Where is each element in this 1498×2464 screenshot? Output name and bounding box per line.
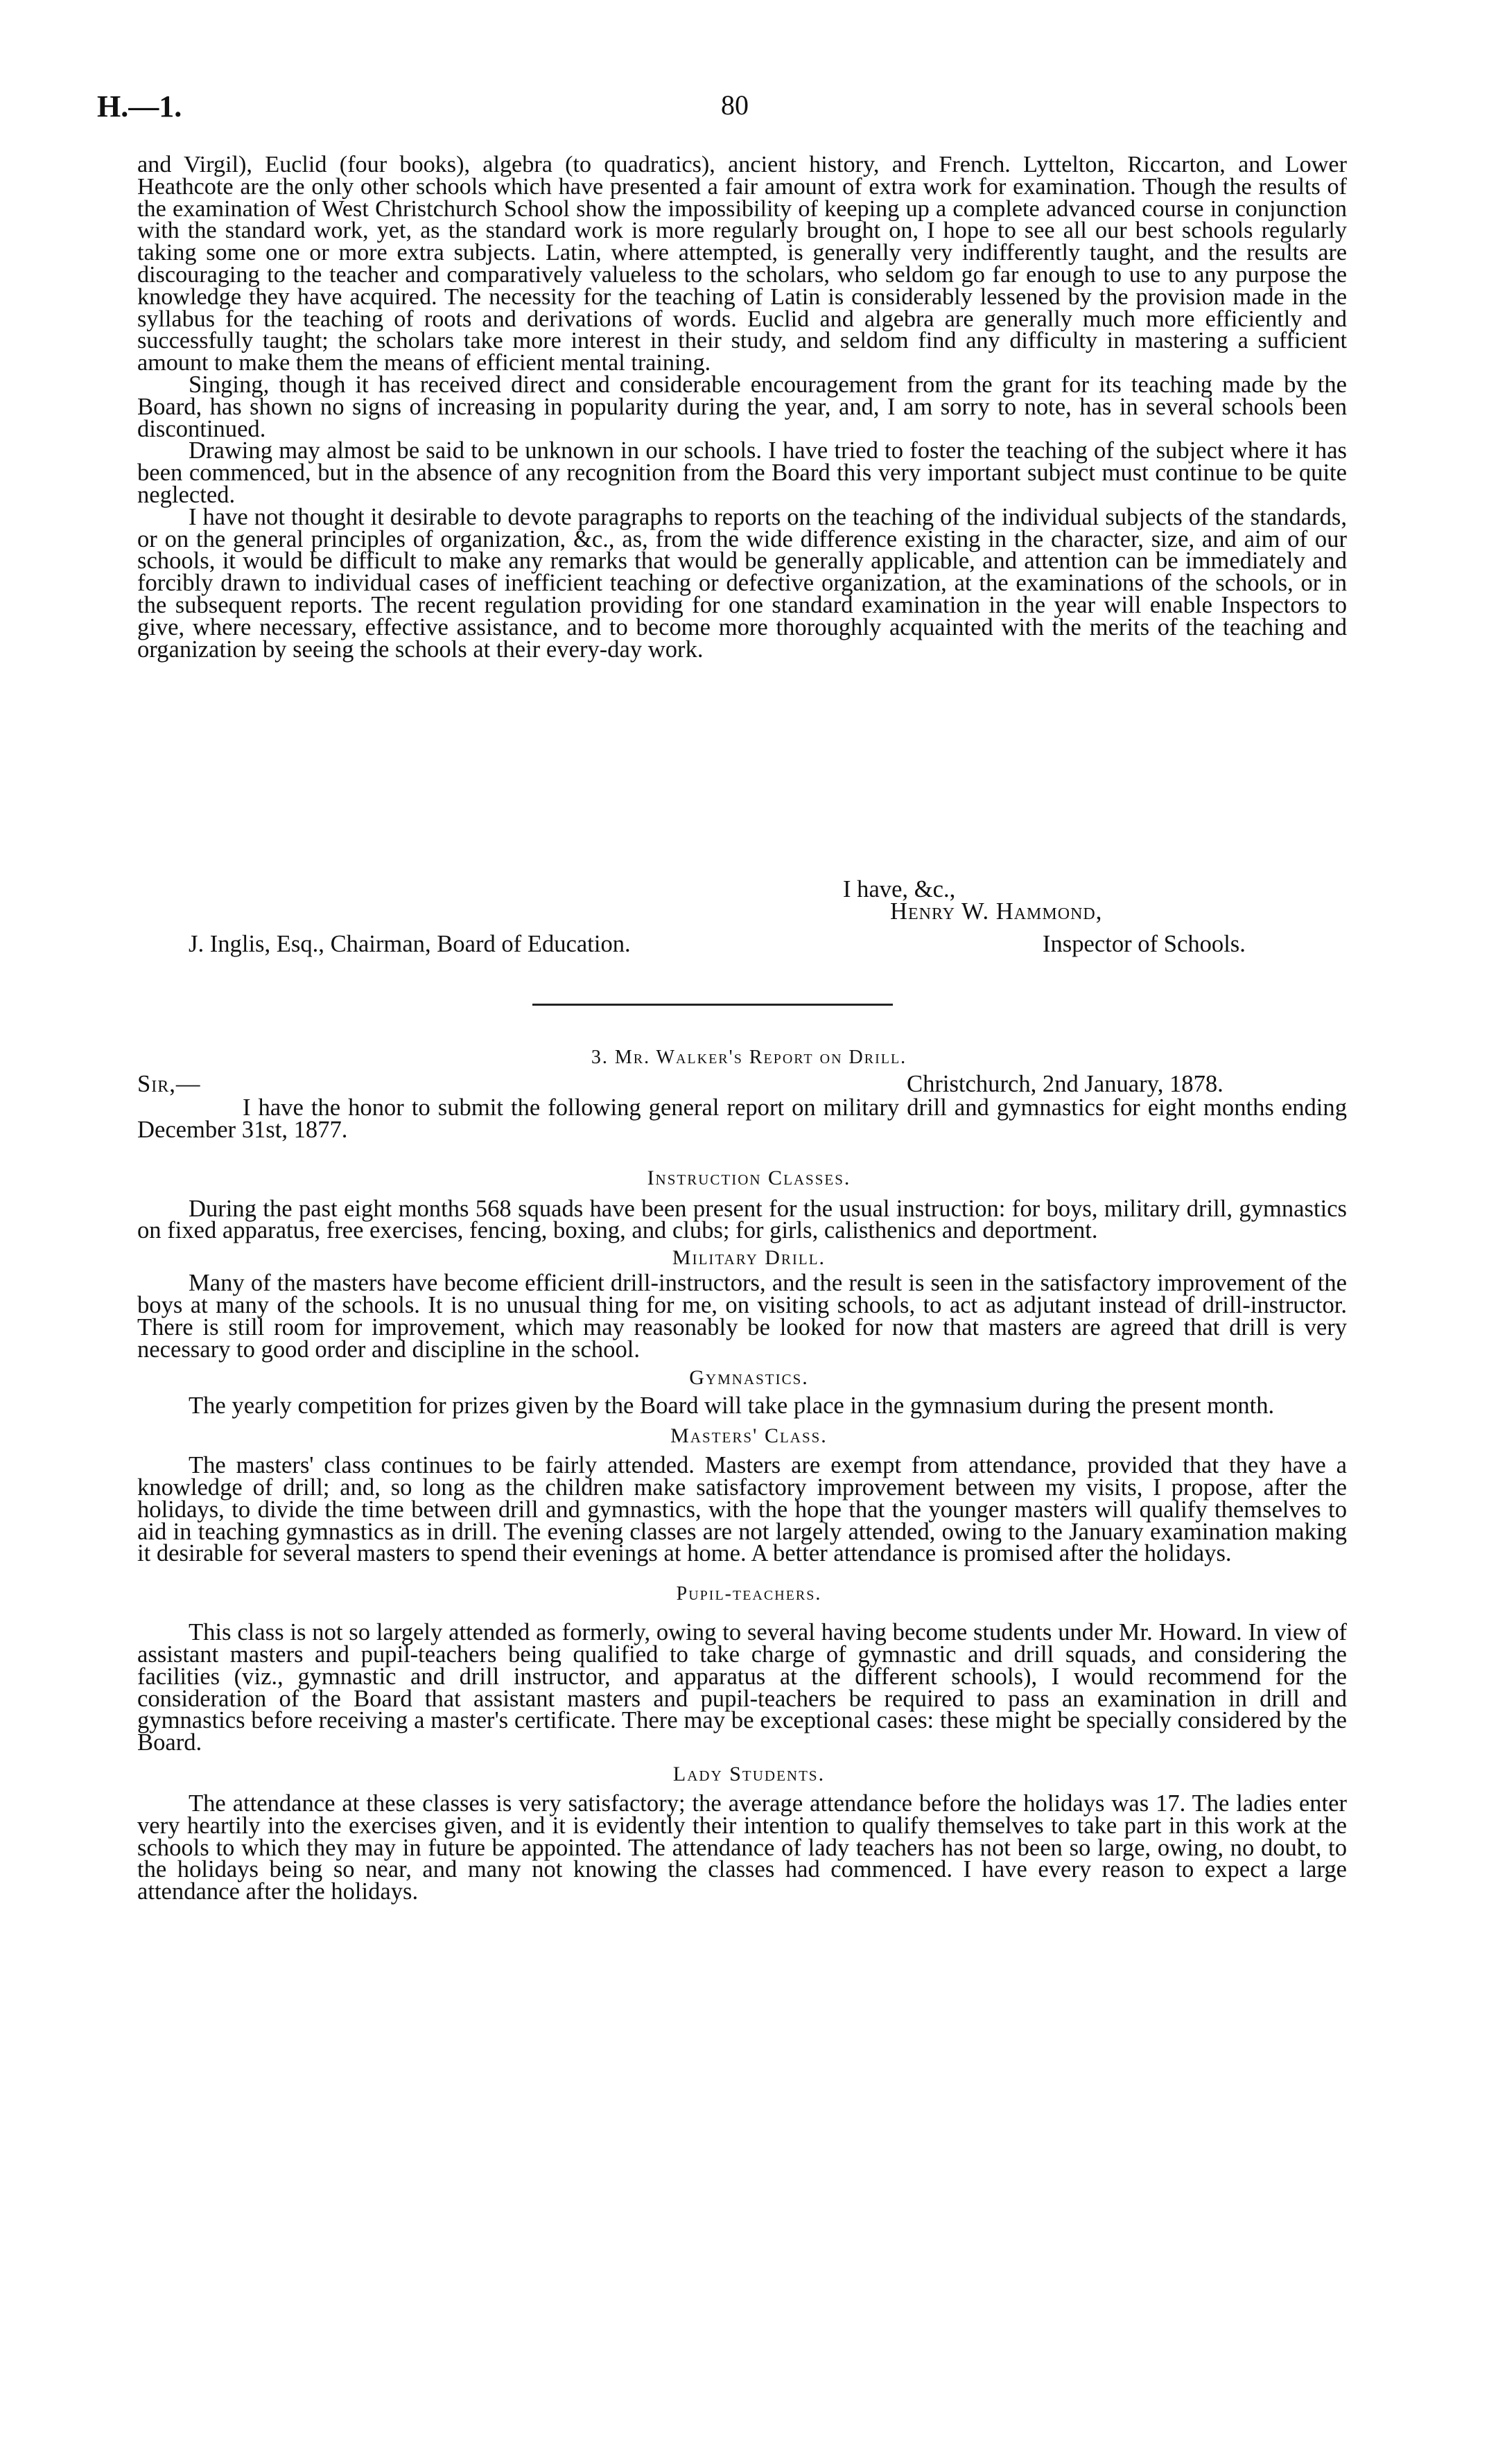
section-heading: Masters' Class. xyxy=(670,1424,828,1448)
paragraph-extra-subjects: and Virgil), Euclid (four books), algebra (to quadratics), ancient history, and French. Lyttelton, Riccarton, and Lower Heathcote are the only other schools which have presented a fair amount of extra work for examination. Though the results of the examination of West Christchurch School show the impossibility of keeping up a complete advanced course in conjunction with the standard work, yet, as the standard work is more regularly brought on, I hope to see all our best schools regularly taking some one or more extra subjects. Latin, where attempted, is generally very indifferently taught, and the results are discouraging to the teacher and comparatively valueless to the scholars, who seldom go far enough to use to any purpose the knowledge they have acquired. The necessity for the teaching of Latin is considerably lessened by the provision made in the syllabus for the teaching of roots and derivations of words. Euclid and algebra are generally much more efficiently and successfully taught; the scholars take more interest in their study, and seldom find any difficulty in mastering a sufficient amount to make them the means of efficient mental training. xyxy=(137,152,1347,376)
walker-report-body xyxy=(137,1094,1347,1905)
section-heading: Military Drill. xyxy=(672,1246,826,1270)
section-paragraph: The masters' class continues to be fairly attended. Masters are exempt from attendance, provided that they have a knowledge of drill; and, so long as the children make satisfactory improvement between my visits, I propose, after the holidays, to divide the time between drill and gymnastics, with the hope that the younger masters will qualify themselves to aid in teaching gymnastics as in drill. The evening classes are not largely attended, owing to the January examination making it desirable for several masters to spend their evenings at home. A better attendance is promised after the holidays. xyxy=(137,1452,1347,1567)
place-date: Christchurch, 2nd January, 1878. xyxy=(907,1071,1223,1097)
page-section-label: H.—1. xyxy=(97,89,182,123)
signature-hammond: Henry W. Hammond, xyxy=(890,898,1103,925)
section-paragraph: During the past eight months 568 squads have been present for the usual instruction: for boys, military drill, gymnastics on fixed apparatus, free exercises, fencing, boxing, and clubs; for girls, calisthenics and deportment. xyxy=(137,1195,1347,1244)
paragraph-drawing: Drawing may almost be said to be unknown in our schools. I have tried to foster the teaching of the subject where it has been commenced, but in the absence of any recognition from the Board this very important subject must continue to be quite neglected. xyxy=(137,437,1347,508)
section-heading: Lady Students. xyxy=(672,1762,826,1785)
addressee: J. Inglis, Esq., Chairman, Board of Education. xyxy=(189,931,631,957)
section-heading: Gymnastics. xyxy=(689,1366,809,1390)
paragraph-singing: Singing, though it has received direct and considerable encouragement from the grant for its teaching made by the Board, has shown no signs of increasing in popularity during the year, and, I am sorry to note, has in several schools been discontinued. xyxy=(137,371,1347,442)
salutation: Sir,— xyxy=(137,1071,201,1097)
intro-paragraph: I have the honor to submit the following general report on military drill and gymnastics for eight months ending December 31st, 1877. xyxy=(137,1094,1347,1143)
section-paragraph: Many of the masters have become efficient drill-instructors, and the result is seen in the satisfactory improvement of the boys at many of the schools. It is no unusual thing for me, on visiting schools, to act as adjutant instead of drill-instructor. There is still room for improvement, which may reasonably be looked for now that masters are agreed that drill is very necessary to good order and discipline in the school. xyxy=(137,1270,1347,1363)
hammond-report-body xyxy=(137,154,1347,661)
signatory-title: Inspector of Schools. xyxy=(1043,931,1246,957)
paragraph-organization: I have not thought it desirable to devote paragraphs to reports on the teaching of the individual subjects of the standards, or on the general principles of organization, &c., as, from the wide difference existing in the character, size, and aim of our schools, it would be difficult to make any remarks that would be generally applicable, and attention can be immediately and forcibly drawn to individual cases of inefficient teaching or defective organization, at the examinations of the schools, or in the subsequent reports. The recent regulation providing for one standard examination in the year will enable Inspectors to give, where necessary, effective assistance, and to become more thoroughly acquainted with the merits of the teaching and organization by seeing the schools at their every-day work. xyxy=(137,503,1347,663)
section-paragraph: The yearly competition for prizes given by the Board will take place in the gymnasium during the present month. xyxy=(189,1392,1275,1419)
section-heading: Instruction Classes. xyxy=(647,1166,851,1189)
section-divider xyxy=(532,1004,893,1006)
section-heading: Pupil-teachers. xyxy=(676,1583,822,1605)
report-heading: 3. Mr. Walker's Report on Drill. xyxy=(591,1047,907,1068)
closing-phrase: I have, &c., xyxy=(843,876,956,902)
page-number: 80 xyxy=(721,89,749,121)
section-paragraph: This class is not so largely attended as formerly, owing to several having become students under Mr. Howard. In view of assistant masters and pupil-teachers being qualified to take charge of gymnastic and drill squads, and considering the facilities (viz., gymnastic and drill instructor, and apparatus at the different schools), I would recommend for the consideration of the Board that assistant masters and pupil-teachers be required to pass an examination in drill and gymnastics before receiving a master's certificate. There may be exceptional cases: these might be specially considered by the Board. xyxy=(137,1619,1347,1756)
section-paragraph: The attendance at these classes is very satisfactory; the average attendance before the holidays was 17. The ladies enter very heartily into the exercises given, and it is evidently their intention to qualify themselves to take part in this work at the schools to which they may in future be appointed. The attendance of lady teachers has not been so large, owing, no doubt, to the holidays being so near, and many not knowing the classes had commenced. I have every reason to expect a large attendance after the holidays. xyxy=(137,1790,1347,1905)
